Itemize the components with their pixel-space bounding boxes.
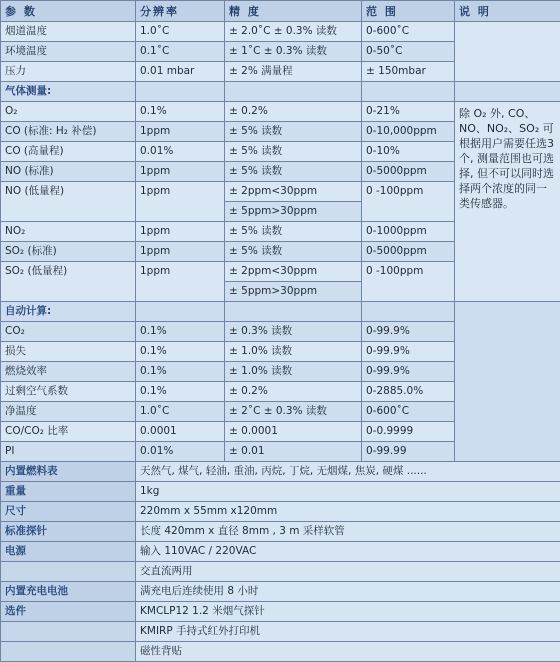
param-cell: O₂ bbox=[1, 102, 136, 122]
range-cell: 0-2885.0% bbox=[362, 382, 455, 402]
table-row bbox=[1, 102, 560, 122]
note-cell-empty bbox=[455, 302, 560, 462]
spec-label: 重量 bbox=[1, 482, 136, 502]
resolution-cell: 0.1% bbox=[136, 382, 225, 402]
spec-row-weight bbox=[1, 482, 560, 502]
accuracy-cell: ± 5% 读数 bbox=[225, 242, 362, 262]
spec-label: 内置燃料表 bbox=[1, 462, 136, 482]
gas-note: 除 O₂ 外, CO、NO、NO₂、SO₂ 可根据用户需要任选3个, 测量范围也可选择, 但不可以同时选择两个浓度的同一类传感器。 bbox=[455, 102, 560, 302]
resolution-cell: 1ppm bbox=[136, 162, 225, 182]
param-cell: 压力 bbox=[1, 62, 136, 82]
param-cell: 烟道温度 bbox=[1, 22, 136, 42]
range-cell: 0-99.9% bbox=[362, 342, 455, 362]
accuracy-cell: ± 0.0001 bbox=[225, 422, 362, 442]
spec-row-power-2 bbox=[1, 562, 560, 582]
param-cell: SO₂ (低量程) bbox=[1, 262, 136, 302]
param-cell: SO₂ (标准) bbox=[1, 242, 136, 262]
resolution-cell: 1ppm bbox=[136, 222, 225, 242]
range-cell: 0-1000ppm bbox=[362, 222, 455, 242]
spec-value: 满充电后连续使用 8 小时 bbox=[136, 582, 560, 602]
table-row bbox=[1, 22, 560, 42]
spec-value: 天然气, 煤气, 轻油, 重油, 丙烷, 丁烷, 无烟煤, 焦炭, 硬煤 ...... bbox=[136, 462, 560, 482]
param-cell: 环境温度 bbox=[1, 42, 136, 62]
accuracy-cell: ± 5% 读数 bbox=[225, 222, 362, 242]
accuracy-cell: ± 5% 读数 bbox=[225, 122, 362, 142]
range-cell: 0-10,000ppm bbox=[362, 122, 455, 142]
range-cell: 0-600˚C bbox=[362, 22, 455, 42]
accuracy-cell: ± 1.0% 读数 bbox=[225, 342, 362, 362]
accuracy-cell: ± 2ppm<30ppm bbox=[225, 182, 362, 202]
param-cell: NO₂ bbox=[1, 222, 136, 242]
param-cell: 过剩空气系数 bbox=[1, 382, 136, 402]
resolution-cell: 0.1˚C bbox=[136, 42, 225, 62]
header-accuracy: 精 度 bbox=[225, 1, 362, 22]
range-cell: 0-99.99 bbox=[362, 442, 455, 462]
param-cell: 净温度 bbox=[1, 402, 136, 422]
spec-row-probe bbox=[1, 522, 560, 542]
param-cell: PI bbox=[1, 442, 136, 462]
accuracy-cell-2: ± 5ppm>30ppm bbox=[225, 202, 362, 222]
spec-label: 标准探针 bbox=[1, 522, 136, 542]
header-resolution: 分辨率 bbox=[136, 1, 225, 22]
param-cell: 损失 bbox=[1, 342, 136, 362]
accuracy-cell: ± 5% 读数 bbox=[225, 142, 362, 162]
spec-value: 220mm x 55mm x120mm bbox=[136, 502, 560, 522]
param-cell: CO/CO₂ 比率 bbox=[1, 422, 136, 442]
resolution-cell: 1ppm bbox=[136, 242, 225, 262]
range-cell: 0-600˚C bbox=[362, 402, 455, 422]
spec-value: 磁性背贴 bbox=[136, 642, 560, 662]
spec-value: 长度 420mm x 直径 8mm , 3 m 采样软管 bbox=[136, 522, 560, 542]
range-cell: 0-99.9% bbox=[362, 362, 455, 382]
range-cell: 0 -100ppm bbox=[362, 182, 455, 222]
resolution-cell: 1ppm bbox=[136, 122, 225, 142]
spec-value: KMCLP12 1.2 米烟气探针 bbox=[136, 602, 560, 622]
spec-row-power bbox=[1, 542, 560, 562]
resolution-cell: 1ppm bbox=[136, 262, 225, 302]
accuracy-cell: ± 1.0% 读数 bbox=[225, 362, 362, 382]
header-note: 说 明 bbox=[455, 1, 560, 22]
section-title: 气体测量: bbox=[1, 82, 136, 102]
range-cell: 0 -100ppm bbox=[362, 262, 455, 302]
accuracy-cell: ± 0.2% bbox=[225, 382, 362, 402]
range-cell: 0-0.9999 bbox=[362, 422, 455, 442]
resolution-cell: 0.1% bbox=[136, 322, 225, 342]
range-cell: 0-50˚C bbox=[362, 42, 455, 62]
range-cell: 0-21% bbox=[362, 102, 455, 122]
spec-value: 输入 110VAC / 220VAC bbox=[136, 542, 560, 562]
header-range: 范 围 bbox=[362, 1, 455, 22]
param-cell: 燃烧效率 bbox=[1, 362, 136, 382]
accuracy-cell: ± 2˚C ± 0.3% 读数 bbox=[225, 402, 362, 422]
resolution-cell: 1ppm bbox=[136, 182, 225, 222]
range-cell: 0-10% bbox=[362, 142, 455, 162]
accuracy-cell: ± 2ppm<30ppm bbox=[225, 262, 362, 282]
spec-value: KMIRP 手持式红外打印机 bbox=[136, 622, 560, 642]
param-cell: NO (低量程) bbox=[1, 182, 136, 222]
spec-row-options-2 bbox=[1, 622, 560, 642]
header-row bbox=[1, 1, 560, 22]
range-cell: ± 150mbar bbox=[362, 62, 455, 82]
section-row-gas bbox=[1, 82, 560, 102]
resolution-cell: 1.0˚C bbox=[136, 402, 225, 422]
spec-value: 交直流两用 bbox=[136, 562, 560, 582]
param-cell: CO₂ bbox=[1, 322, 136, 342]
accuracy-cell: ± 5% 读数 bbox=[225, 162, 362, 182]
range-cell: 0-5000ppm bbox=[362, 242, 455, 262]
spec-value: 1kg bbox=[136, 482, 560, 502]
resolution-cell: 0.01 mbar bbox=[136, 62, 225, 82]
note-cell-empty bbox=[455, 22, 560, 82]
accuracy-cell: ± 2% 满量程 bbox=[225, 62, 362, 82]
spec-label: 尺寸 bbox=[1, 502, 136, 522]
param-cell: NO (标准) bbox=[1, 162, 136, 182]
accuracy-cell-2: ± 5ppm>30ppm bbox=[225, 282, 362, 302]
spec-row-fuel bbox=[1, 462, 560, 482]
range-cell: 0-99.9% bbox=[362, 322, 455, 342]
accuracy-cell: ± 0.3% 读数 bbox=[225, 322, 362, 342]
resolution-cell: 1.0˚C bbox=[136, 22, 225, 42]
spec-row-options bbox=[1, 602, 560, 622]
spec-label: 选件 bbox=[1, 602, 136, 622]
resolution-cell: 0.1% bbox=[136, 342, 225, 362]
resolution-cell: 0.01% bbox=[136, 442, 225, 462]
resolution-cell: 0.1% bbox=[136, 102, 225, 122]
param-cell: CO (标准: H₂ 补偿) bbox=[1, 122, 136, 142]
accuracy-cell: ± 0.01 bbox=[225, 442, 362, 462]
resolution-cell: 0.0001 bbox=[136, 422, 225, 442]
accuracy-cell: ± 0.2% bbox=[225, 102, 362, 122]
param-cell: CO (高量程) bbox=[1, 142, 136, 162]
spec-label: 内置充电电池 bbox=[1, 582, 136, 602]
section-row-calc bbox=[1, 302, 560, 322]
spec-row-options-3 bbox=[1, 642, 560, 662]
resolution-cell: 0.01% bbox=[136, 142, 225, 162]
section-title: 自动计算: bbox=[1, 302, 136, 322]
spec-row-size bbox=[1, 502, 560, 522]
accuracy-cell: ± 2.0˚C ± 0.3% 读数 bbox=[225, 22, 362, 42]
resolution-cell: 0.1% bbox=[136, 362, 225, 382]
spec-row-battery bbox=[1, 582, 560, 602]
header-param: 参 数 bbox=[1, 1, 136, 22]
spec-label: 电源 bbox=[1, 542, 136, 562]
accuracy-cell: ± 1˚C ± 0.3% 读数 bbox=[225, 42, 362, 62]
range-cell: 0-5000ppm bbox=[362, 162, 455, 182]
